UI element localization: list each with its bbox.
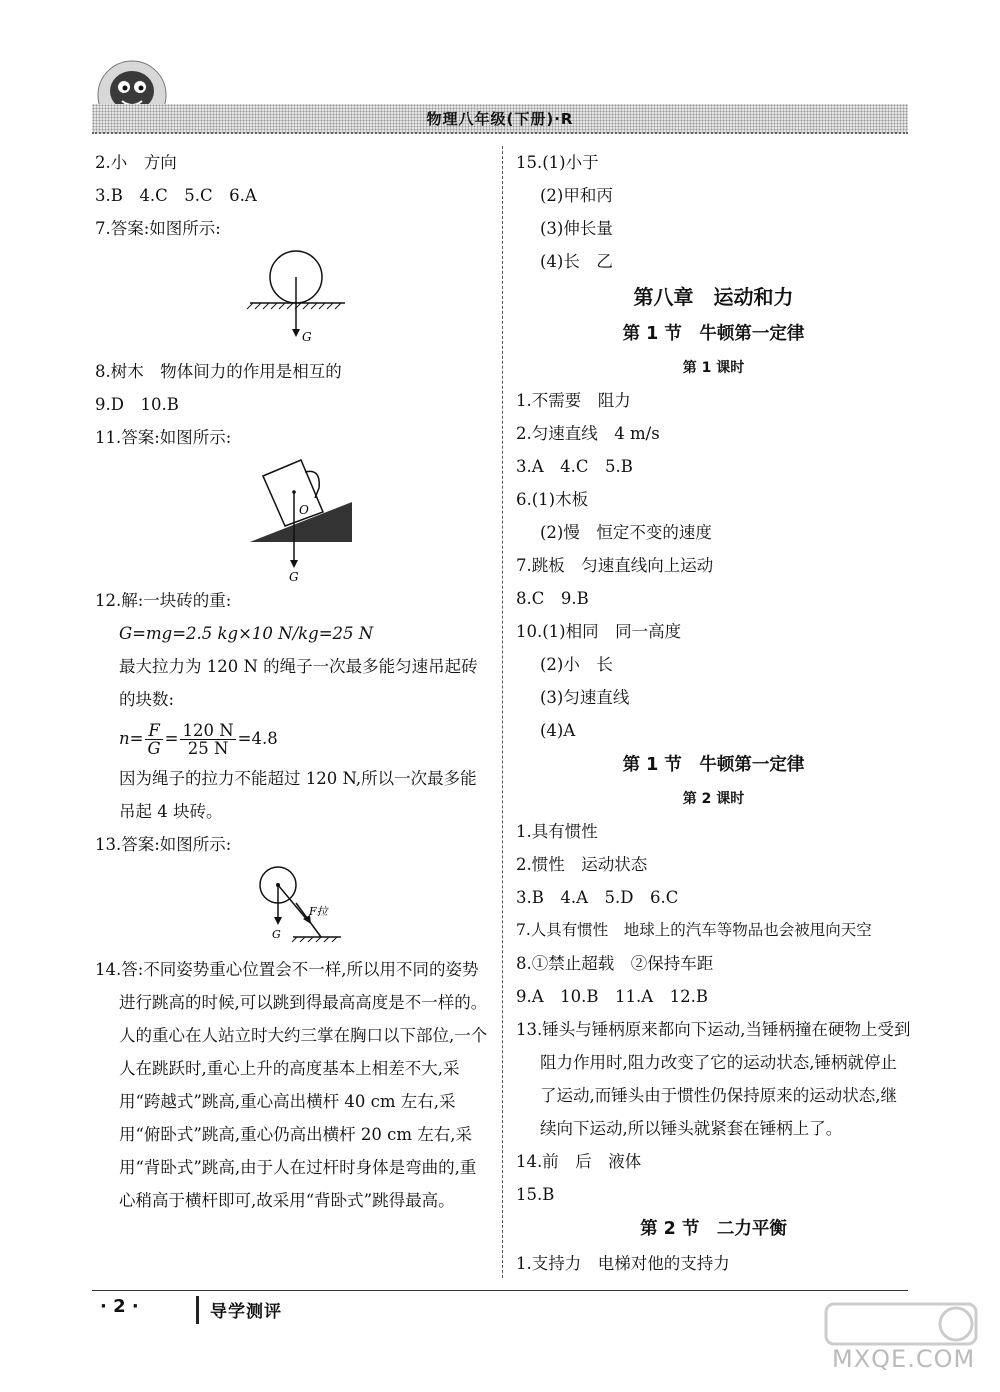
figure-13-label-f: F拉 [309, 905, 328, 918]
answer-line: 2.匀速直线 4 m/s [516, 424, 660, 443]
answer-line: 7.人具有惯性 地球上的汽车等物品也会被甩向天空 [516, 921, 872, 939]
answer-line: (2)慢 恒定不变的速度 [540, 523, 712, 542]
chapter-heading: 第八章 运动和力 [633, 285, 794, 309]
answer-line: 9.A 10.B 11.A 12.B [516, 987, 709, 1006]
lesson-heading: 第 1 课时 [682, 360, 745, 376]
answer-line: 8.C 9.B [516, 589, 589, 608]
section-heading: 第 1 节 牛顿第一定律 [622, 755, 805, 775]
page-number: · 2 · [100, 1296, 139, 1317]
answer-line: (2)甲和丙 [540, 186, 613, 205]
figure-13-diagram [95, 861, 490, 953]
header-title: 物理八年级(下册)·R [426, 110, 574, 128]
answer-line: 12.解:一块砖的重: [95, 591, 232, 610]
figure-7-label-g: G [302, 330, 312, 344]
answer-line: 的块数: [119, 690, 175, 709]
answer-paragraph: 13.锤头与锤柄原来都向下运动,当锤柄撞在硬物上受到阻力作用时,阻力改变了它的运动状态,锤柄就停止了运动,而锤头由于惯性仍保持原来的运动状态,继续向下运动,所以锤头就紧套在锤柄上了。 [516, 1020, 911, 1138]
answer-line: 吊起 4 块砖。 [119, 802, 223, 821]
answer-line: 15.B [516, 1185, 555, 1204]
equation-n: n= [119, 729, 144, 748]
fraction-numerator: F [145, 722, 162, 740]
column-divider [502, 146, 503, 1278]
answer-line: 3.B 4.C 5.C 6.A [95, 186, 257, 205]
answer-line: 8.树木 物体间力的作用是相互的 [95, 362, 342, 381]
figure-11-label-o: O [299, 503, 309, 517]
fraction-120-over-25 [180, 722, 235, 757]
fraction-numerator: 120 N [182, 721, 234, 740]
figure-7-diagram [95, 245, 490, 355]
fraction-denominator: G [147, 739, 161, 758]
equation-equals: = [164, 729, 179, 748]
section-heading: 第 2 节 二力平衡 [640, 1219, 787, 1239]
answer-line: 14.前 后 液体 [516, 1152, 642, 1171]
equation-result: =4.8 [237, 729, 278, 748]
section-heading: 第 1 节 牛顿第一定律 [622, 324, 805, 344]
left-column [95, 146, 490, 1217]
answer-line: G=mg=2.5 kg×10 N/kg=25 N [119, 624, 374, 643]
answer-line: (2)小 长 [540, 655, 613, 674]
answer-line: 1.不需要 阻力 [516, 391, 631, 410]
answer-line: 11.答案:如图所示: [95, 428, 232, 447]
fraction-denominator: 25 N [187, 739, 229, 758]
figure-7 [95, 245, 490, 355]
answer-line: 1.支持力 电梯对他的支持力 [516, 1254, 730, 1273]
answer-line: (4)长 乙 [540, 252, 613, 271]
answer-line: 3.B 4.A 5.D 6.C [516, 888, 679, 907]
answer-line: 9.D 10.B [95, 395, 179, 414]
answer-line: 2.惯性 运动状态 [516, 855, 648, 874]
answer-line: 10.(1)相同 同一高度 [516, 622, 682, 641]
figure-11 [95, 454, 490, 584]
answer-paragraph: 14.答:不同姿势重心位置会不一样,所以用不同的姿势进行跳高的时候,可以跳到得最高高度是不一样的。人的重心在人站立时大约三掌在胸口以下部位,一个人在跳跃时,重心上升的高度基本上相差不大,采用“跨越式”跳高,重心高出横杆 40 cm 左右,采用“俯卧式”跳高,重心仍高出横杆 20 cm 左右,采用“背卧式”跳高,由于人在过杆时身体是弯曲的,重心稍高于横杆即可,故采用“背卧式”跳得最高。 [95, 960, 488, 1210]
answer-line: 8.①禁止超载 ②保持车距 [516, 954, 714, 973]
footer-brand: 导学测评 [210, 1302, 282, 1322]
answer-line: 13.答案:如图所示: [95, 835, 232, 854]
figure-11-label-g: G [289, 570, 299, 584]
figure-13-label-g: G [272, 928, 281, 941]
answer-line: (4)A [540, 721, 576, 740]
answer-line: 6.(1)木板 [516, 490, 589, 509]
answer-line: (3)匀速直线 [540, 688, 630, 707]
fraction-f-over-g [145, 722, 162, 757]
lesson-heading: 第 2 课时 [682, 791, 745, 807]
answer-line: 7.答案:如图所示: [95, 219, 221, 238]
figure-13 [95, 861, 490, 953]
answer-line: 2.小 方向 [95, 153, 177, 172]
footer-rule [92, 1290, 908, 1291]
answer-line: 3.A 4.C 5.B [516, 457, 633, 476]
answer-line: 15.(1)小于 [516, 153, 599, 172]
answer-line: 7.跳板 匀速直线向上运动 [516, 556, 714, 575]
fraction-equation [95, 716, 490, 762]
answer-line: 最大拉力为 120 N 的绳子一次最多能匀速吊起砖 [119, 657, 478, 676]
figure-11-diagram [95, 454, 490, 584]
watermark-text: MXQE.COM [832, 1345, 976, 1373]
footer-divider [196, 1296, 199, 1324]
right-column [516, 146, 911, 1280]
answer-line: (3)伸长量 [540, 219, 613, 238]
answer-line: 因为绳子的拉力不能超过 120 N,所以一次最多能 [119, 769, 477, 788]
answer-line: 1.具有惯性 [516, 822, 598, 841]
